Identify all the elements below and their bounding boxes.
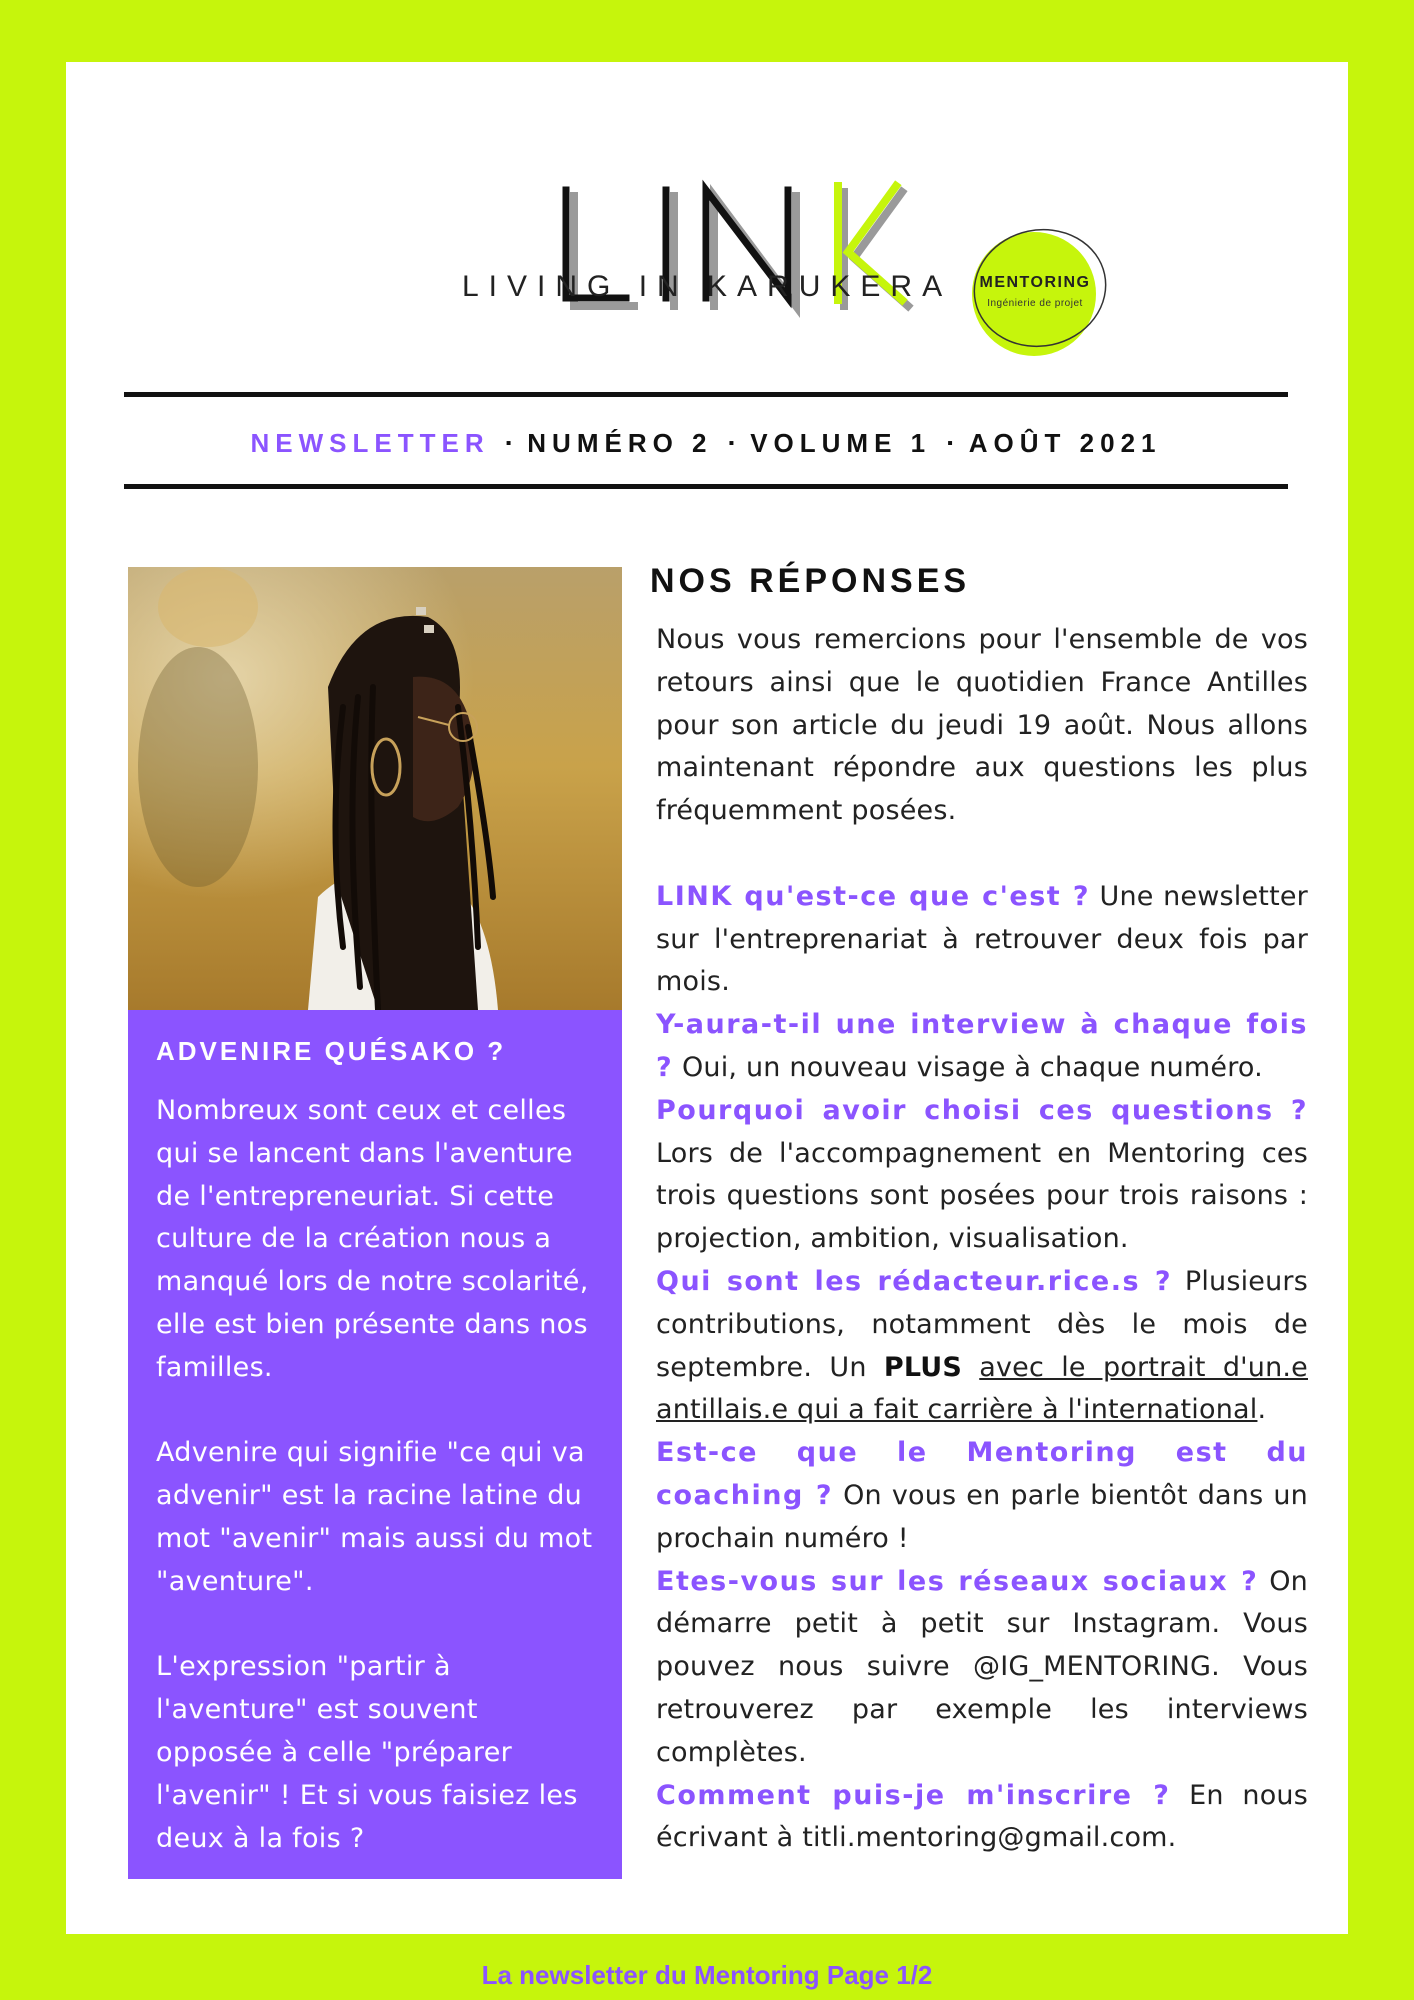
masthead-separator: ▪	[505, 435, 512, 452]
sidebar-title: ADVENIRE QUÉSAKO ?	[156, 1036, 507, 1066]
page-footer: La newsletter du Mentoring Page 1/2	[481, 1960, 933, 1990]
mentoring-badge	[956, 222, 1116, 362]
faq-answer: On démarre petit à petit sur Instagram. Vous pouvez nous suivre @IG_MENTORING. Vous retrouverez par exemple les interviews complètes.	[656, 1565, 1308, 1768]
section-title: NOS RÉPONSES	[650, 562, 971, 600]
newsletter-page	[66, 62, 1348, 1934]
sidebar-text	[156, 1090, 602, 1903]
faq-question: Qui sont les rédacteur.rice.s ?	[656, 1265, 1173, 1297]
bottom-rule	[124, 484, 1288, 489]
masthead	[124, 428, 1288, 459]
intro-paragraph: Nous vous remercions pour l'ensemble de vos retours ainsi que le quotidien France Antilles pour son article du jeudi 19 août. Nous allons maintenant répondre aux questions les plus fréquemment posées.	[656, 624, 1308, 827]
faq-item	[656, 1775, 1308, 1861]
faq-answer: En nous écrivant à titli.mentoring@gmail.com.	[656, 1779, 1309, 1854]
faq-item	[656, 1004, 1308, 1090]
faq-question: Est-ce que le Mentoring est du coaching ?	[656, 1437, 1308, 1511]
masthead-separator: ▪	[947, 435, 953, 452]
masthead-separator: ▪	[728, 435, 735, 452]
faq-answer: Oui, un nouveau visage à chaque numéro.	[673, 1051, 1263, 1083]
logo-tagline: LIVING IN KARUKERA	[462, 270, 953, 303]
faq-answer: On vous en parle bientôt dans un prochain numéro !	[656, 1479, 1308, 1554]
masthead-newsletter: NEWSLETTER	[250, 428, 490, 458]
badge-subtitle: Ingénierie de projet	[987, 298, 1083, 309]
faq-item	[656, 1090, 1308, 1261]
sidebar-advenire	[128, 1010, 622, 1879]
sidebar-paragraph: Nombreux sont ceux et celles qui se lancent dans l'aventure de l'entrepreneuriat. Si cette culture de la création nous a manqué lors de notre scolarité, elle est bien présente dans nos familles.	[156, 1095, 589, 1383]
sidebar-paragraph: Advenire qui signifie "ce qui va advenir" est la racine latine du mot "avenir" mais aussi du mot "aventure".	[156, 1437, 593, 1597]
faq-question: Y-aura-t-il une interview à chaque fois ?	[656, 1009, 1308, 1083]
faq-question: Pourquoi avoir choisi ces questions ?	[656, 1094, 1308, 1126]
faq-answer: Plusieurs contributions, notamment dès le mois de septembre. Un	[656, 1265, 1308, 1383]
faq-answer-end: .	[1257, 1394, 1267, 1426]
faq-answer: Une newsletter sur l'entreprenariat à retrouver deux fois par mois.	[656, 880, 1308, 998]
faq-question: LINK qu'est-ce que c'est ?	[656, 880, 1090, 912]
portrait-photo	[128, 567, 622, 1010]
portrait-link[interactable]: avec le portrait d'un.e antillais.e qui a fait carrière à l'international	[656, 1351, 1308, 1426]
faq-item	[656, 1561, 1308, 1775]
faq-answer: Lors de l'accompagnement en Mentoring ces trois questions sont posées pour trois raisons : projection, ambition, visualisation.	[656, 1137, 1308, 1255]
top-rule	[124, 392, 1288, 397]
faq-item	[656, 1261, 1308, 1432]
faq-question: Comment puis-je m'inscrire ?	[656, 1779, 1171, 1811]
masthead-issue: NUMÉRO 2	[527, 428, 713, 458]
faq-question: Etes-vous sur les réseaux sociaux ?	[656, 1565, 1259, 1597]
masthead-date: AOÛT 2021	[968, 428, 1162, 458]
faq-item	[656, 1432, 1308, 1560]
faq-body	[656, 619, 1308, 1860]
masthead-volume: VOLUME 1	[750, 428, 932, 458]
sidebar-paragraph: L'expression "partir à l'aventure" est souvent opposée à celle "préparer l'avenir" ! Et si vous faisiez les deux à la fois ?	[156, 1651, 578, 1854]
plus-label: PLUS	[883, 1351, 963, 1383]
faq-item	[656, 876, 1308, 1004]
badge-title: MENTORING	[979, 274, 1091, 291]
